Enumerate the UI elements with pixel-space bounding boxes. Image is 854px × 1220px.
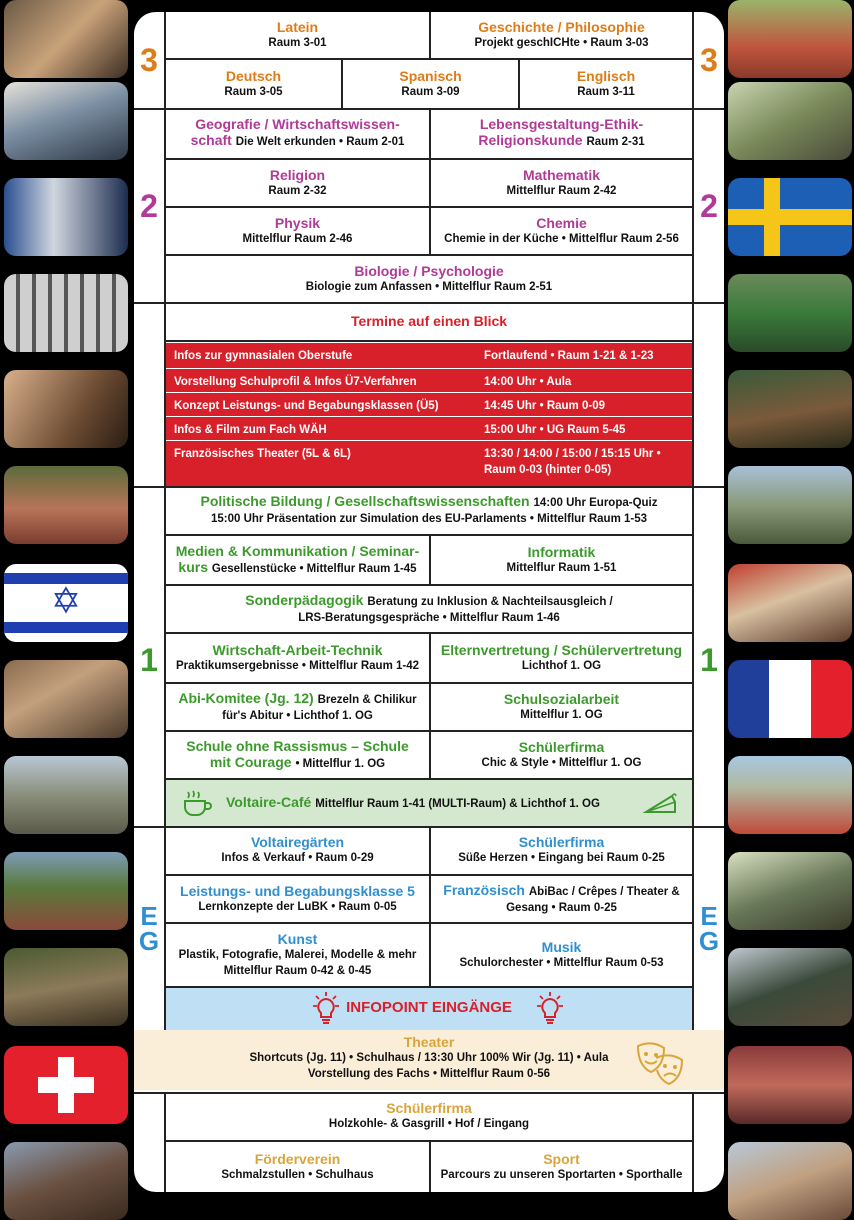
termin-event: Infos & Film zum Fach WÄH [174,424,327,436]
franzoesisch-room: Gesang • Raum 0-25 [506,902,617,914]
photo-event-stage [728,564,852,642]
geschichte-title: Geschichte / Philosophie [478,19,645,35]
englisch-cell [518,60,692,108]
elternvertretung-title: Elternvertretung / Schülervertretung [440,642,683,658]
floor-eg-grid [164,826,694,1030]
floor-plan-panel [134,12,724,1192]
photo-students-chat [728,948,852,1026]
floor-2 [134,108,724,304]
rassismus-desc: • Mittelflur 1. OG [295,758,386,770]
medien-title: Medien & Kommunikation / Seminar- [175,543,420,559]
theater-room: Vorstellung des Fachs • Mittelflur Raum 0-56 [307,1068,551,1080]
voltaire-cafe-desc: Mittelflur Raum 1-41 (MULTI-Raum) & Lichthof 1. OG [315,798,600,810]
photo-computer-room [728,852,852,930]
schulsozialarbeit-room: Mittelflur 1. OG [520,709,603,721]
rassismus-title: Schule ohne Rassismus – Schule [186,738,409,754]
chemie-cell [429,208,692,254]
abi-komitee-cell [166,684,429,730]
floor-2-row-1 [166,108,692,160]
schuelerfirma-hof-desc: Holzkohle- & Gasgrill • Hof / Eingang [328,1118,530,1130]
photo-students-tablets [4,82,128,160]
abi-komitee-room: für's Abitur • Lichthof 1. OG [222,710,373,722]
termin-event: Infos zur gymnasialen Oberstufe [174,350,353,362]
floor-1-row-4 [166,634,692,684]
theater-masks-icon [634,1038,686,1086]
voltaire-cafe-row [166,780,692,826]
switzerland-flag-icon [4,1046,128,1124]
chemie-title: Chemie [536,215,587,231]
medien-desc: Gesellenstücke • Mittelflur Raum 1-45 [211,563,417,575]
foerderverein-title: Förderverein [254,1151,341,1167]
kunst-desc: Plastik, Fotografie, Malerei, Modelle & mehr [178,949,417,961]
politische-bildung-desc: 15:00 Uhr Präsentation zur Simulation des EU-Parlaments • Mittelflur Raum 1-53 [210,513,648,525]
floor-number-left: 3 [140,42,158,78]
voltaire-cafe-title: Voltaire-Café [226,794,312,810]
musik-room: Schulorchester • Mittelflur Raum 0-53 [459,957,664,969]
abi-komitee-desc: Brezeln & Chilikur [317,694,417,706]
englisch-room: Raum 3-11 [577,86,635,98]
eg-letter-g: G [138,926,160,956]
photo-climbing-frame [728,370,852,448]
floor-2-grid [164,108,694,302]
coffee-cup-icon [182,788,214,818]
kunst-title: Kunst [277,931,318,947]
floor-1-row-1 [166,486,692,536]
lebensgestaltung-title: Lebensgestaltung-Ethik- [479,116,644,132]
photo-auditorium [728,1046,852,1124]
termin-when: 13:30 / 14:00 / 15:00 / 15:15 Uhr • [484,448,661,460]
sonderpaedagogik-title: Sonderpädagogik [245,592,364,608]
eg-letter-e: E [140,901,158,931]
spanisch-room: Raum 3-09 [401,86,460,98]
termin-event: Konzept Leistungs- und Begabungsklassen (Ü5) [174,400,439,412]
eg-row-1 [166,826,692,876]
deutsch-title: Deutsch [225,68,282,84]
photo-students-desk [4,370,128,448]
lbk-title: Leistungs- und Begabungsklasse 5 [180,883,415,899]
lebensgestaltung-desc: Raum 2-31 [586,136,645,148]
termin-when-room: Raum 0-03 (hinter 0-05) [484,464,612,476]
schuelerfirma-1-cell [429,732,692,778]
theater-box [134,1030,724,1090]
spanisch-title: Spanisch [399,68,462,84]
photo-school-group [4,466,128,544]
hof-row-1 [166,1092,692,1142]
elternvertretung-room: Lichthof 1. OG [521,660,602,672]
infopoint-label: INFOPOINT EINGÄNGE [346,999,512,1016]
politische-bildung-quiz: 14:00 Uhr Europa-Quiz [533,497,658,509]
termin-row [166,440,692,486]
schuelerfirma-eg-room: Süße Herzen • Eingang bei Raum 0-25 [458,852,665,864]
medien-title-cont: kurs [178,559,208,575]
floor-1-row-5 [166,684,692,732]
politische-bildung-title: Politische Bildung / Gesellschaftswissenschaften [200,493,530,509]
photo-sports-field [4,852,128,930]
eg-letter-e: E [700,901,718,931]
photo-running-track [728,0,852,78]
floor-label-left [134,901,164,956]
englisch-title: Englisch [576,68,636,84]
termin-when: 14:00 Uhr • Aula [484,376,572,388]
photo-schoolyard [4,756,128,834]
photo-students-group [4,1142,128,1220]
musik-title: Musik [541,939,582,955]
geschichte-cell [429,12,692,58]
physik-cell [166,208,429,254]
floor-number-right: 1 [700,642,718,678]
hof-grid [164,1092,694,1192]
hof-row-2 [166,1142,692,1192]
theater-desc: Shortcuts (Jg. 11) • Schulhaus / 13:30 Uhr 100% Wir (Jg. 11) • Aula [249,1052,609,1064]
israel-flag-icon: ✡ [4,564,128,642]
musik-cell [429,924,692,986]
eg-row-2 [166,876,692,924]
mathematik-title: Mathematik [522,167,601,183]
physik-title: Physik [274,215,321,231]
termin-when: Fortlaufend • Raum 1-21 & 1-23 [484,350,654,362]
termine-section [134,302,724,488]
hof-section [134,1092,724,1192]
geschichte-room: Projekt geschICHte • Raum 3-03 [474,37,649,49]
floor-1-row-6 [166,732,692,780]
kunst-cell [166,924,429,986]
sonderpaedagogik-desc: Beratung zu Inklusion & Nachteilsausgleich / [367,596,613,608]
schuelerfirma-1-title: Schülerfirma [518,739,605,755]
geografie-cell [166,108,429,158]
voltairegaerten-cell [166,826,429,874]
termin-when: 14:45 Uhr • Raum 0-09 [484,400,605,412]
france-flag-icon [728,660,852,738]
sport-title: Sport [543,1151,580,1167]
franzoesisch-title: Französisch [443,882,525,898]
termin-row [166,392,692,416]
biologie-room: Biologie zum Anfassen • Mittelflur Raum 2-51 [305,281,553,293]
floor-number-left: 1 [140,642,158,678]
deutsch-cell [166,60,341,108]
termine-title: Termine auf einen Blick [166,302,692,342]
cake-icon [642,788,678,818]
schuelerfirma-eg-cell [429,826,692,874]
sport-desc: Parcours zu unseren Sportarten • Sporthalle [440,1169,683,1181]
rassismus-cell [166,732,429,778]
latein-cell [166,12,429,58]
floor-number-left: 2 [140,188,158,224]
religion-cell [166,160,429,206]
politische-bildung-cell [166,486,692,534]
sweden-flag-icon [728,178,852,256]
floor-2-row-4 [166,256,692,302]
lbk-cell [166,876,429,922]
wat-room: Praktikumsergebnisse • Mittelflur Raum 1-42 [175,660,420,672]
photo-school-building [728,466,852,544]
informatik-cell [429,536,692,584]
chemie-room: Chemie in der Küche • Mittelflur Raum 2-56 [444,233,679,245]
infopoint-row [166,988,692,1030]
floor-number-right: 2 [700,188,718,224]
photo-garden [4,948,128,1026]
right-photo-column [728,0,854,1206]
sonderpaedagogik-room: LRS-Beratungsgespräche • Mittelflur Raum 1-46 [298,612,560,624]
spanisch-cell [341,60,518,108]
floor-label-right [694,901,724,956]
kunst-room: Mittelflur Raum 0-42 & 0-45 [223,965,372,977]
foerderverein-desc: Schmalzstullen • Schulhaus [221,1169,374,1181]
left-photo-column [4,0,132,1206]
floor-number-right: 3 [700,42,718,78]
religion-room: Raum 2-32 [268,185,327,197]
floor-3 [134,12,724,110]
floor-1 [134,486,724,828]
rassismus-title-cont: mit Courage [209,754,292,770]
geografie-desc: Die Welt erkunden • Raum 2-01 [235,136,405,148]
photo-students-poster [4,178,128,256]
photo-classroom-objects [4,0,128,78]
schuelerfirma-1-room: Chic & Style • Mittelflur 1. OG [481,757,642,769]
termin-when: 15:00 Uhr • UG Raum 5-45 [484,424,626,436]
termine-grid [164,302,694,486]
schulsozialarbeit-title: Schulsozialarbeit [503,691,620,707]
floor-1-grid [164,486,694,826]
floor-3-row-1 [166,12,692,60]
termin-row [166,416,692,440]
lbk-room: Lernkonzepte der LuBK • Raum 0-05 [198,901,397,913]
theater-section [134,1030,724,1094]
floor-1-row-2 [166,536,692,586]
schuelerfirma-hof-cell [166,1092,692,1140]
religion-title: Religion [269,167,326,183]
eg-row-3 [166,924,692,988]
voltairegaerten-title: Voltairegärten [250,834,345,850]
termin-event: Vorstellung Schulprofil & Infos Ü7-Verfahren [174,376,417,388]
floor-2-row-3 [166,208,692,256]
photo-photo-wall [4,274,128,352]
schulsozialarbeit-cell [429,684,692,730]
sport-cell [429,1142,692,1192]
termin-event: Französisches Theater (5L & 6L) [174,448,351,460]
physik-room: Mittelflur Raum 2-46 [242,233,353,245]
lebensgestaltung-cell [429,108,692,158]
biologie-title: Biologie / Psychologie [354,263,504,279]
termin-row [166,368,692,392]
photo-students-floor [4,660,128,738]
franzoesisch-cell [429,876,692,922]
franzoesisch-desc: AbiBac / Crêpes / Theater & [528,886,680,898]
geografie-title: Geografie / Wirtschaftswissen- [195,116,400,132]
biologie-cell [166,256,692,302]
informatik-title: Informatik [527,544,596,560]
mathematik-room: Mittelflur Raum 2-42 [506,185,617,197]
theater-title: Theater [403,1034,455,1050]
informatik-room: Mittelflur Raum 1-51 [506,562,617,574]
termin-row [166,342,692,368]
schuelerfirma-eg-title: Schülerfirma [518,834,605,850]
medien-cell [166,536,429,584]
floor-3-row-2 [166,60,692,108]
geografie-title-cont: schaft [190,132,232,148]
abi-komitee-title: Abi-Komitee (Jg. 12) [178,690,314,706]
mathematik-cell [429,160,692,206]
lightbulb-icon [536,991,564,1025]
floor-eg [134,826,724,1032]
schuelerfirma-hof-title: Schülerfirma [386,1100,472,1116]
sonderpaedagogik-cell [166,586,692,632]
floor-1-row-3 [166,586,692,634]
voltairegaerten-room: Infos & Verkauf • Raum 0-29 [221,852,374,864]
photo-classroom-lesson [728,82,852,160]
eg-letter-g: G [698,926,720,956]
wat-title: Wirtschaft-Arbeit-Technik [212,642,383,658]
foerderverein-cell [166,1142,429,1192]
floor-2-row-2 [166,160,692,208]
latein-room: Raum 3-01 [268,37,327,49]
deutsch-room: Raum 3-05 [224,86,283,98]
lebensgestaltung-title-cont: Religionskunde [478,132,583,148]
floor-3-grid [164,12,694,108]
latein-title: Latein [276,19,319,35]
wat-cell [166,634,429,682]
photo-kids-smiling [728,1142,852,1220]
photo-sports-ground [728,756,852,834]
termin-when-group [484,446,689,478]
photo-football-team [728,274,852,352]
elternvertretung-cell [429,634,692,682]
